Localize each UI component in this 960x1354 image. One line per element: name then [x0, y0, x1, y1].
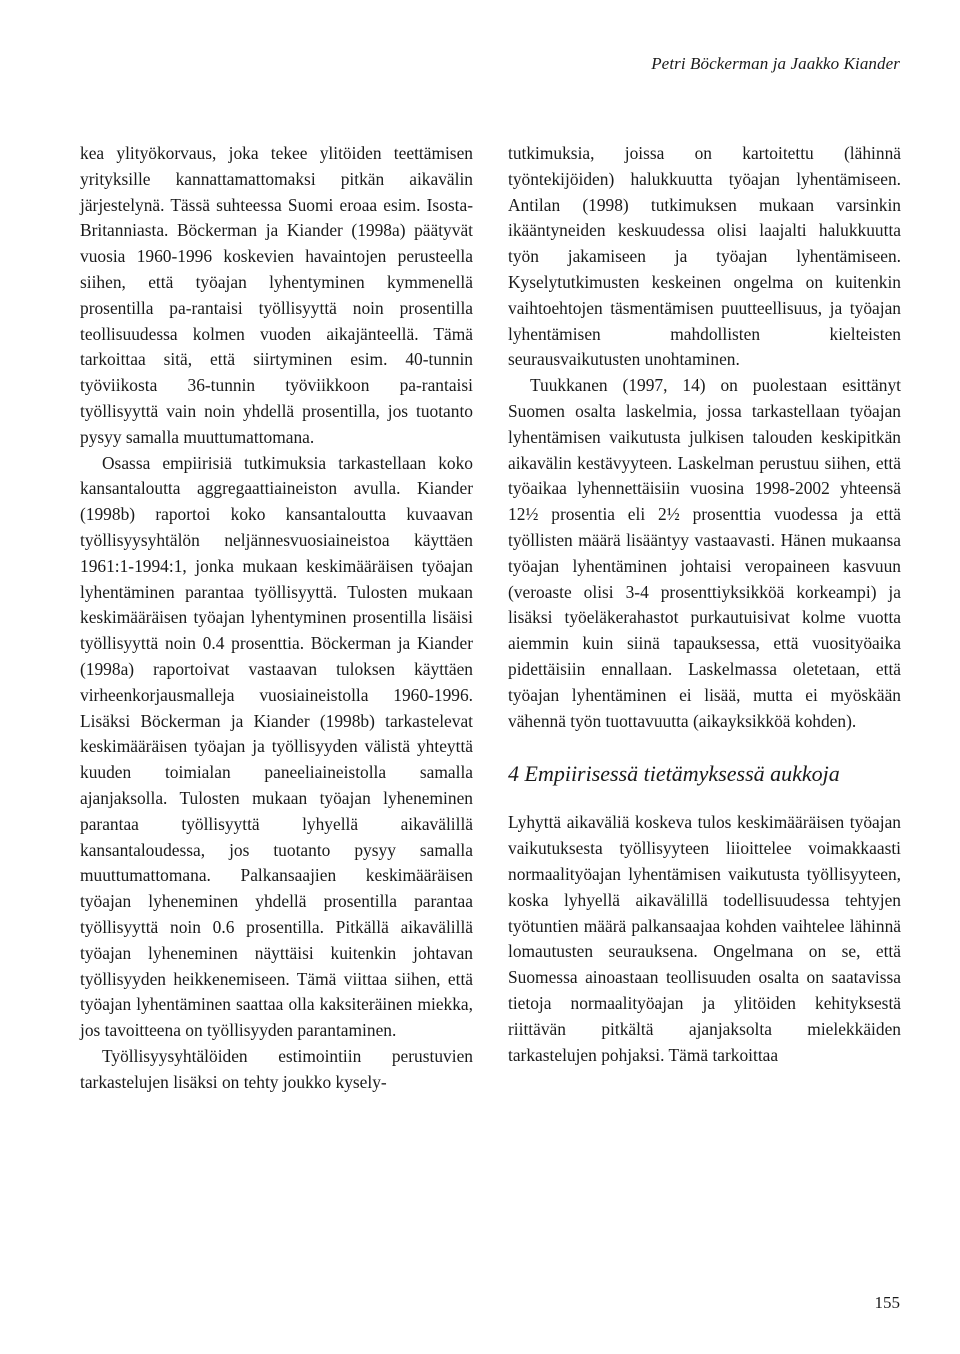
paragraph: Tuukkanen (1997, 14) on puolestaan esittänyt Suomen osalta laskelmia, jossa tarkastellaan työajan lyhentämisen vaikutusta julkisen talouden keskipitkän aikavälin kestävyyteen. Laskelman perustuu siihen, että työaikaa lyhennettäisiin vuosina 1998-2002 yhteensä 12½ prosentia eli 2½ prosenttia vuodessa ja että työllisten määrä lisääntyy vastaavasti. Hänen mukaansa työajan lyhentäminen johtaisi veropaineen kasvuun (veroaste olisi 3-4 prosenttiyksikköä korkeampi) ja lisäksi työeläkerahastot purkautuisivat kolme vuotta aiemmin kuin siinä tapauksessa, että vuosityöaika pidettäisiin ennallaan. Laskelmassa oletetaan, että työajan lyhentäminen ei lisää, mutta ei myöskään vähennä työn tuottavuutta (aikayksikköä kohden). [508, 375, 901, 731]
paragraph: kea ylityökorvaus, joka tekee ylitöiden teettämisen yrityksille kannattamattomaksi pitkän aikavälin järjestelynä. Tässä suhteessa Suomi eroaa esim. Isosta-Britanniasta. Böckerman ja Kiander (1998a) päätyvät vuosia 1960-1996 koskevien havaintojen perusteella siihen, että työajan lyhentyminen kymmenellä prosentilla pa-rantaisi työllisyyttä noin prosentilla teollisuudessa kolmen vuoden aikajänteellä. Tämä tarkoittaa sitä, että siirtyminen esim. 40-tunnin työviikosta 36-tunnin työviikkoon pa-rantaisi työllisyyttä vain noin yhdellä prosentilla, jos tuotanto pysyy samalla muuttumattomana. [80, 143, 473, 447]
right-column [508, 141, 901, 1068]
left-column [80, 141, 473, 1095]
section-heading: 4 Empiirisessä tietämyksessä aukkoja [508, 761, 840, 787]
paragraph: Työllisyysyhtälöiden estimointiin perustuvien tarkastelujen lisäksi on tehty joukko kysely- [80, 1045, 473, 1092]
paragraph: Lyhyttä aikaväliä koskeva tulos keskimääräisen työajan vaikutuksesta työllisyyteen liioittelee voimakkaasti normaalityöajan lyhentämisen vaikutusta työllisyyteen, koska lyhyellä aikavälillä todellisuudessa tehtyjen työtuntien määrä palkansaajaa kohden vaihtelee lähinnä lomautusten seurauksena. Ongelmana on se, että Suomessa ainoastaan teollisuuden osalta on saatavissa tietoja normaalityöajan ja ylitöiden kehityksestä riittävän pitkältä ajanjaksolta mielekkäiden tarkastelujen pohjaksi. Tämä tarkoittaa [508, 812, 901, 1065]
paragraph: Osassa empiirisiä tutkimuksia tarkastellaan koko kansantaloutta aggregaattiaineiston avulla. Kiander (1998b) raportoi koko kansantaloutta kuvaavan työllisyysyhtälön neljännesvuosiaineistoa käyttäen 1961:1-1994:1, jonka mukaan keskimääräisen työajan lyhentäminen parantaa työllisyyttä. Tulosten mukaan keskimääräisen työajan lyhentyminen prosentilla lisäisi työllisyyttä noin 0.4 prosenttia. Böckerman ja Kiander (1998a) raportoivat vastaavan tuloksen käyttäen virheenkorjausmalleja vuosiaineistolla 1960-1996. Lisäksi Böckerman ja Kiander (1998b) tarkastelevat keskimääräisen työajan ja työllisyyden välistä yhteyttä kuuden toimialan paneeliaineistolla samalla ajanjaksolla. Tulosten mukaan työajan lyheneminen parantaa työllisyyttä lyhyellä aikavälillä kansantaloudessa, jos tuotanto pysyy samalla muuttumattomana. Palkansaajien keskimääräisen työajan lyheneminen yhdellä prosentilla parantaa työllisyyttä noin 0.6 prosentilla. Pitkällä aikavälillä työajan lyheneminen näyttäisi kuitenkin johtavan työllisyyden heikkenemiseen. Tämä viittaa siihen, että työajan lyhentäminen saattaa olla kaksiteräinen miekka, jos tavoitteena on työllisyyden parantaminen. [80, 452, 473, 1041]
running-header: Petri Böckerman ja Jaakko Kiander [651, 54, 900, 73]
page-number: 155 [874, 1293, 900, 1312]
paragraph: tutkimuksia, joissa on kartoitettu (lähinnä työntekijöiden) halukkuutta työajan lyhentämiseen. Antilan (1998) tutkimuksen mukaan varsinkin ikääntyneiden keskuudessa olisi laajalti halukkuutta työn jakamiseen ja työajan lyhentämiseen. Kyselytutkimusten keskeinen ongelma on kuitenkin vaihtoehtojen täsmentämisen puutteellisuus, ja työajan lyhentämisen mahdollisten kielteisten seurausvaikutusten unohtaminen. [508, 143, 901, 370]
